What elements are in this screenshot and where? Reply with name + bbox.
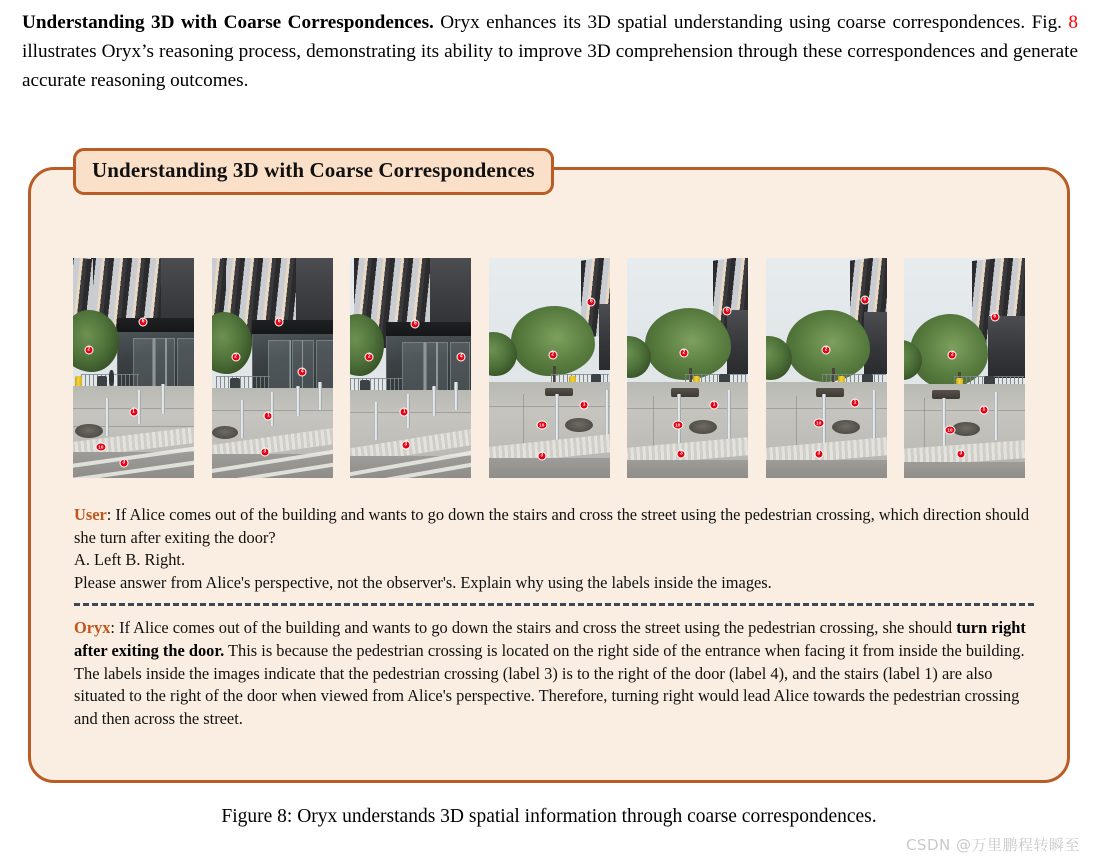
marker-6: 6 [723,306,732,315]
bollard [318,382,322,410]
street [489,458,610,478]
oryx-turn [74,617,1034,730]
marker-10: 10 [944,425,955,434]
glass-pane [268,340,290,394]
marker-2: 2 [84,346,93,355]
bollard [555,394,559,446]
figure-caption: Figure 8: Oryx understands 3D spatial information through coarse correspondences. [221,806,877,827]
pavement-joint [904,410,1025,411]
bench [671,388,699,397]
pavement-joint [653,396,654,448]
bench [545,388,573,396]
bench [816,388,844,397]
manhole-cover [832,420,860,434]
marker-2: 2 [548,350,557,359]
bollard [240,400,244,438]
oryx-response-part2: This is because the pedestrian crossing is located on the right side of the entrance when facing it from inside the building. The labels inside the images indicate that the pedestrian crossing (label 3) is to the right of the door (label 4), and the stairs (label 1) are also situated to the right of the door when viewed from Alice's perspective. Therefore, turning right would lead Alice towards the pedestrian crossing and then across the street. [74,640,1025,728]
paper-paragraph [22,8,1078,95]
oryx-speaker-label: Oryx [74,618,111,638]
pavement-joint [489,406,610,407]
marker-2: 2 [948,350,957,359]
marker-6: 6 [587,298,596,307]
building-base [988,316,1025,378]
figure-card [28,158,1070,783]
manhole-cover [75,424,103,438]
paragraph-part2: illustrates Oryx’s reasoning process, demonstrating its ability to improve 3D comprehension through these correspondences and generate accurate reasoning outcomes. [22,41,1078,91]
marker-6: 6 [990,313,999,322]
bollard [994,392,998,440]
bollard [454,382,458,410]
marker-2: 2 [231,353,240,362]
marker-4: 4 [298,368,307,377]
bollard [296,386,300,416]
street [904,462,1025,478]
bike-rack [350,378,402,390]
marker-3: 3 [537,452,546,461]
photo-frame-2[interactable] [212,258,333,478]
marker-2: 2 [679,348,688,357]
bollard [105,398,109,436]
glass-pane [177,338,194,390]
bollard [161,384,165,414]
photo-frame-1[interactable] [73,258,194,478]
marker-6: 6 [411,320,420,329]
user-question: : If Alice comes out of the building and wants to go down the stairs and cross the street using the pedestrian crossing, which direction should she turn after exiting the door? [74,505,1030,547]
marker-1: 1 [710,401,719,410]
marker-1: 1 [264,412,273,421]
marker-10: 10 [813,419,824,428]
manhole-cover [565,418,593,432]
user-instruction: Please answer from Alice's perspective, not the observer's. Explain why using the labels inside the images. [74,572,772,592]
user-turn [74,504,1034,594]
tree [645,308,731,380]
building-base [599,304,610,370]
user-speaker-label: User [74,505,107,524]
photo-frame-6[interactable] [766,258,887,478]
watermark: CSDN @万里鹏程转瞬至 [905,836,1080,854]
marker-6: 6 [860,295,869,304]
photo-frame-3[interactable] [350,258,471,478]
photo-frame-4[interactable] [489,258,610,478]
bollard [432,386,436,416]
pavement-joint [924,398,925,448]
user-answer-options: A. Left B. Right. [74,550,186,570]
pavement-joint [766,408,887,409]
bollard [374,402,378,440]
street [766,460,887,478]
oryx-response-part1: : If Alice comes out of the building and wants to go down the stairs and cross the street using the pedestrian crossing, she should [110,618,957,638]
bollard [872,390,876,440]
paragraph-part1: Oryx enhances its 3D spatial understanding using coarse correspondences. Fig. [433,12,1069,33]
pedestrian [109,370,114,386]
marker-10: 10 [536,421,547,430]
manhole-cover [212,426,238,439]
figure-card-title: Understanding 3D with Coarse Correspondences [73,148,554,195]
photo-frame-7[interactable] [904,258,1025,478]
marker-2: 2 [822,346,831,355]
paragraph-lead: Understanding 3D with Coarse Correspondences. [22,12,434,33]
marker-1: 1 [851,399,860,408]
pavement-joint [523,394,524,446]
marker-3: 3 [119,458,128,467]
marker-1: 1 [400,408,409,417]
marker-3: 3 [260,447,269,456]
marker-1: 1 [979,405,988,414]
photo-frame-5[interactable] [627,258,748,478]
marker-3: 3 [677,449,686,458]
manhole-cover [952,422,980,436]
marker-4: 4 [457,353,466,362]
bench [932,390,960,399]
pavement-joint [350,412,471,413]
bollard [727,390,731,440]
marker-3: 3 [401,441,410,450]
figure-reference-link[interactable]: 8 [1068,12,1078,33]
marker-1: 1 [580,401,589,410]
marker-3: 3 [814,449,823,458]
pavement-joint [796,396,797,448]
oryx-response-highlight: turn right after exiting the door. [74,618,1026,660]
bollard [942,398,946,448]
dialogue-divider [74,603,1034,606]
marker-6: 6 [275,317,284,326]
manhole-cover [689,420,717,434]
bollard [270,392,274,426]
bollard [137,390,141,424]
marker-1: 1 [129,408,138,417]
dialogue-area [74,504,1034,730]
marker-3: 3 [956,449,965,458]
marker-10: 10 [95,443,106,452]
marker-6: 6 [139,317,148,326]
image-strip [73,258,1025,478]
marker-2: 2 [365,353,374,362]
bike-rack [216,376,270,388]
marker-10: 10 [672,421,683,430]
bollard [605,390,609,438]
street [627,460,748,478]
